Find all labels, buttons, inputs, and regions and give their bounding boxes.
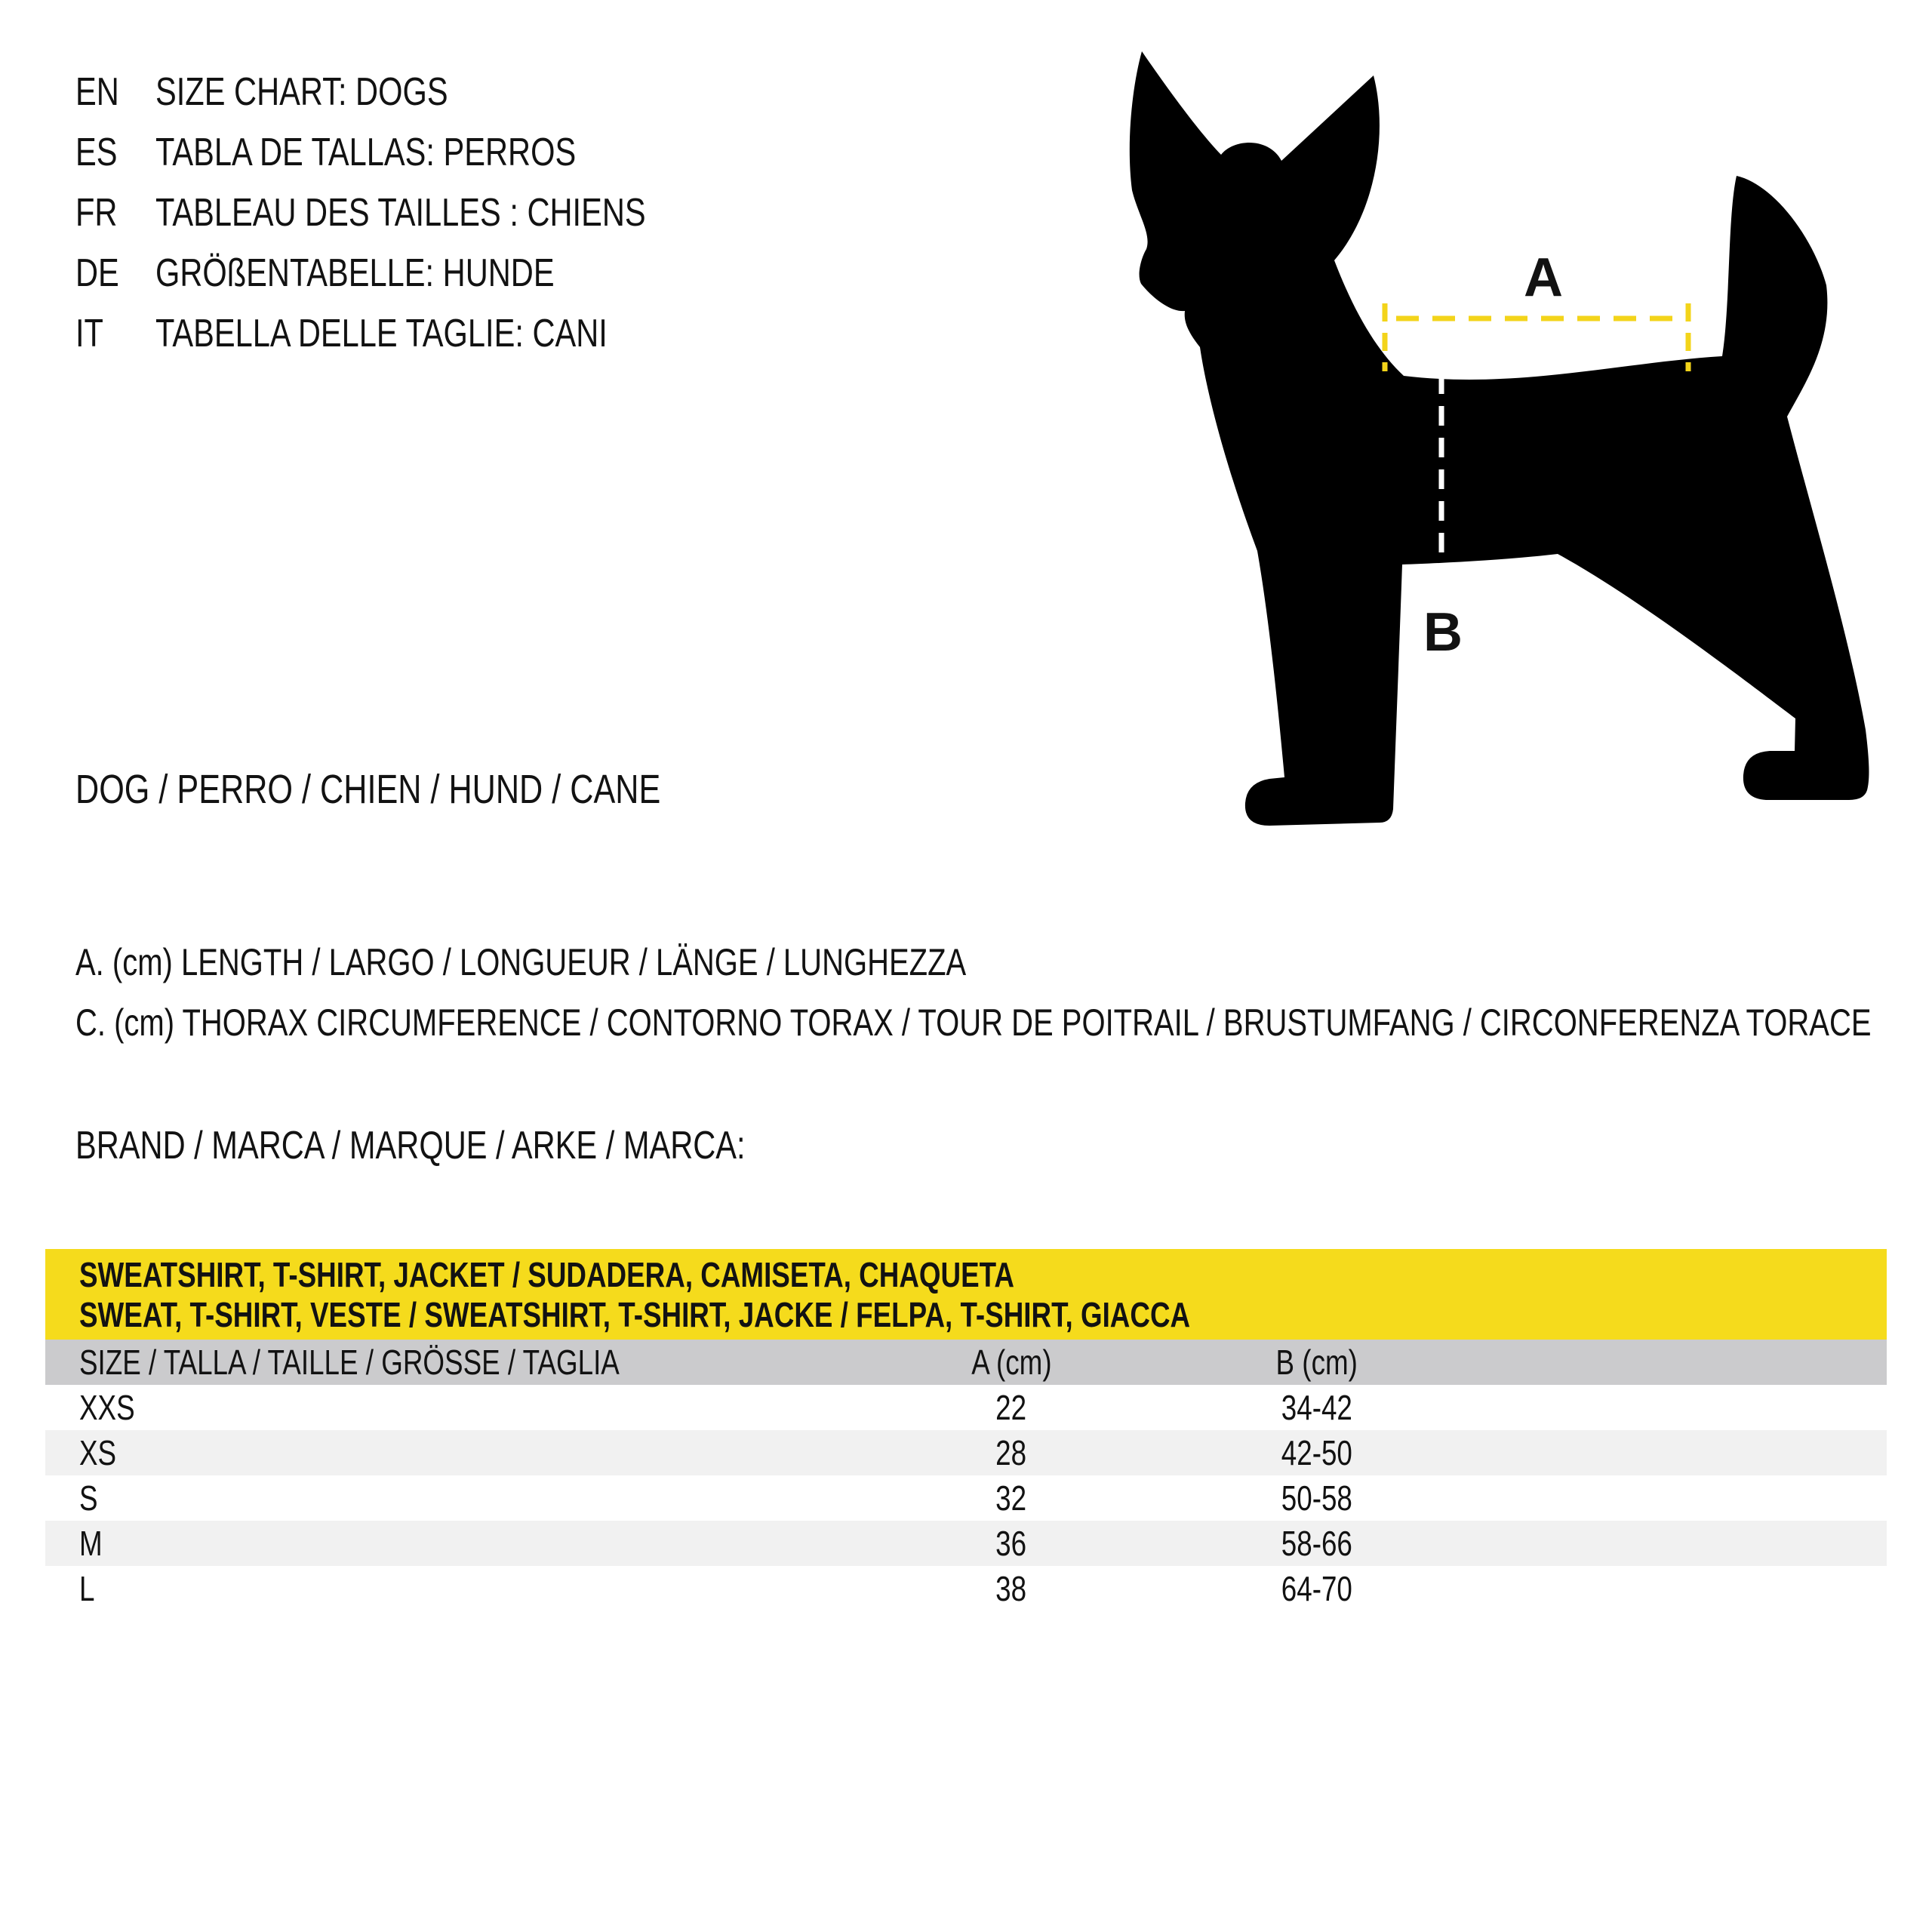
table-row bbox=[45, 1566, 1887, 1611]
measure-legend-c: C. (cm) THORAX CIRCUMFERENCE / CONTORNO TORAX / TOUR DE POITRAIL / BRUSTUMFANG / CIRCONFERENZA TORACE bbox=[75, 1001, 1872, 1044]
language-label: GRÖßENTABELLE: HUNDE bbox=[155, 251, 555, 295]
cell-size: S bbox=[79, 1478, 98, 1518]
measure-a-dashes bbox=[1385, 303, 1688, 371]
table-row bbox=[45, 1475, 1887, 1521]
cell-size: M bbox=[79, 1524, 103, 1563]
language-row bbox=[75, 308, 1208, 359]
banner-line-1: SWEATSHIRT, T-SHIRT, JACKET / SUDADERA, CAMISETA, CHAQUETA bbox=[79, 1255, 1014, 1294]
banner-line-2: SWEAT, T-SHIRT, VESTE / SWEATSHIRT, T-SHIRT, JACKE / FELPA, T-SHIRT, GIACCA bbox=[79, 1295, 1191, 1334]
header-b-col: B (cm) bbox=[1275, 1343, 1358, 1382]
dog-figure bbox=[1094, 23, 1909, 853]
language-row bbox=[75, 248, 1208, 299]
table-row bbox=[45, 1385, 1887, 1430]
header-a-col: A (cm) bbox=[971, 1343, 1052, 1382]
language-label: TABLA DE TALLAS: PERROS bbox=[155, 131, 577, 174]
cell-b: 64-70 bbox=[1281, 1569, 1353, 1608]
cell-size: XS bbox=[79, 1433, 117, 1472]
language-label: SIZE CHART: DOGS bbox=[155, 70, 448, 114]
dog-diagram bbox=[1094, 23, 1909, 853]
header-size-col: SIZE / TALLA / TAILLE / GRÖSSE / TAGLIA bbox=[79, 1343, 620, 1382]
cell-size: L bbox=[79, 1569, 95, 1608]
garment-banner bbox=[45, 1249, 1887, 1340]
measure-label-a: A bbox=[1524, 248, 1563, 308]
cell-size: XXS bbox=[79, 1388, 135, 1427]
dog-caption: DOG / PERRO / CHIEN / HUND / CANE bbox=[75, 767, 661, 812]
brand-line: BRAND / MARCA / MARQUE / ARKE / MARCA: bbox=[75, 1124, 746, 1168]
table-row bbox=[45, 1430, 1887, 1475]
cell-a: 22 bbox=[995, 1388, 1027, 1427]
size-table bbox=[45, 1340, 1887, 1611]
dog-silhouette bbox=[1130, 51, 1869, 826]
language-code: DE bbox=[75, 251, 119, 295]
table-row bbox=[45, 1521, 1887, 1566]
language-label: TABLEAU DES TAILLES : CHIENS bbox=[155, 191, 646, 235]
language-code: FR bbox=[75, 191, 118, 235]
measure-legend-a: A. (cm) LENGTH / LARGO / LONGUEUR / LÄNGE / LUNGHEZZA bbox=[75, 941, 967, 983]
cell-b: 34-42 bbox=[1281, 1388, 1353, 1427]
cell-a: 28 bbox=[995, 1433, 1027, 1472]
language-code: ES bbox=[75, 131, 118, 174]
language-row bbox=[75, 127, 1208, 178]
cell-b: 50-58 bbox=[1281, 1478, 1353, 1518]
language-row bbox=[75, 187, 1208, 238]
cell-b: 42-50 bbox=[1281, 1433, 1353, 1472]
cell-a: 36 bbox=[995, 1524, 1027, 1563]
language-label: TABELLA DELLE TAGLIE: CANI bbox=[155, 312, 608, 355]
size-table-header bbox=[45, 1340, 1887, 1385]
language-code: IT bbox=[75, 312, 103, 355]
language-row bbox=[75, 66, 1208, 118]
cell-a: 38 bbox=[995, 1569, 1027, 1608]
cell-b: 58-66 bbox=[1281, 1524, 1353, 1563]
language-code: EN bbox=[75, 70, 119, 114]
measure-label-b: B bbox=[1423, 602, 1463, 663]
cell-a: 32 bbox=[995, 1478, 1027, 1518]
